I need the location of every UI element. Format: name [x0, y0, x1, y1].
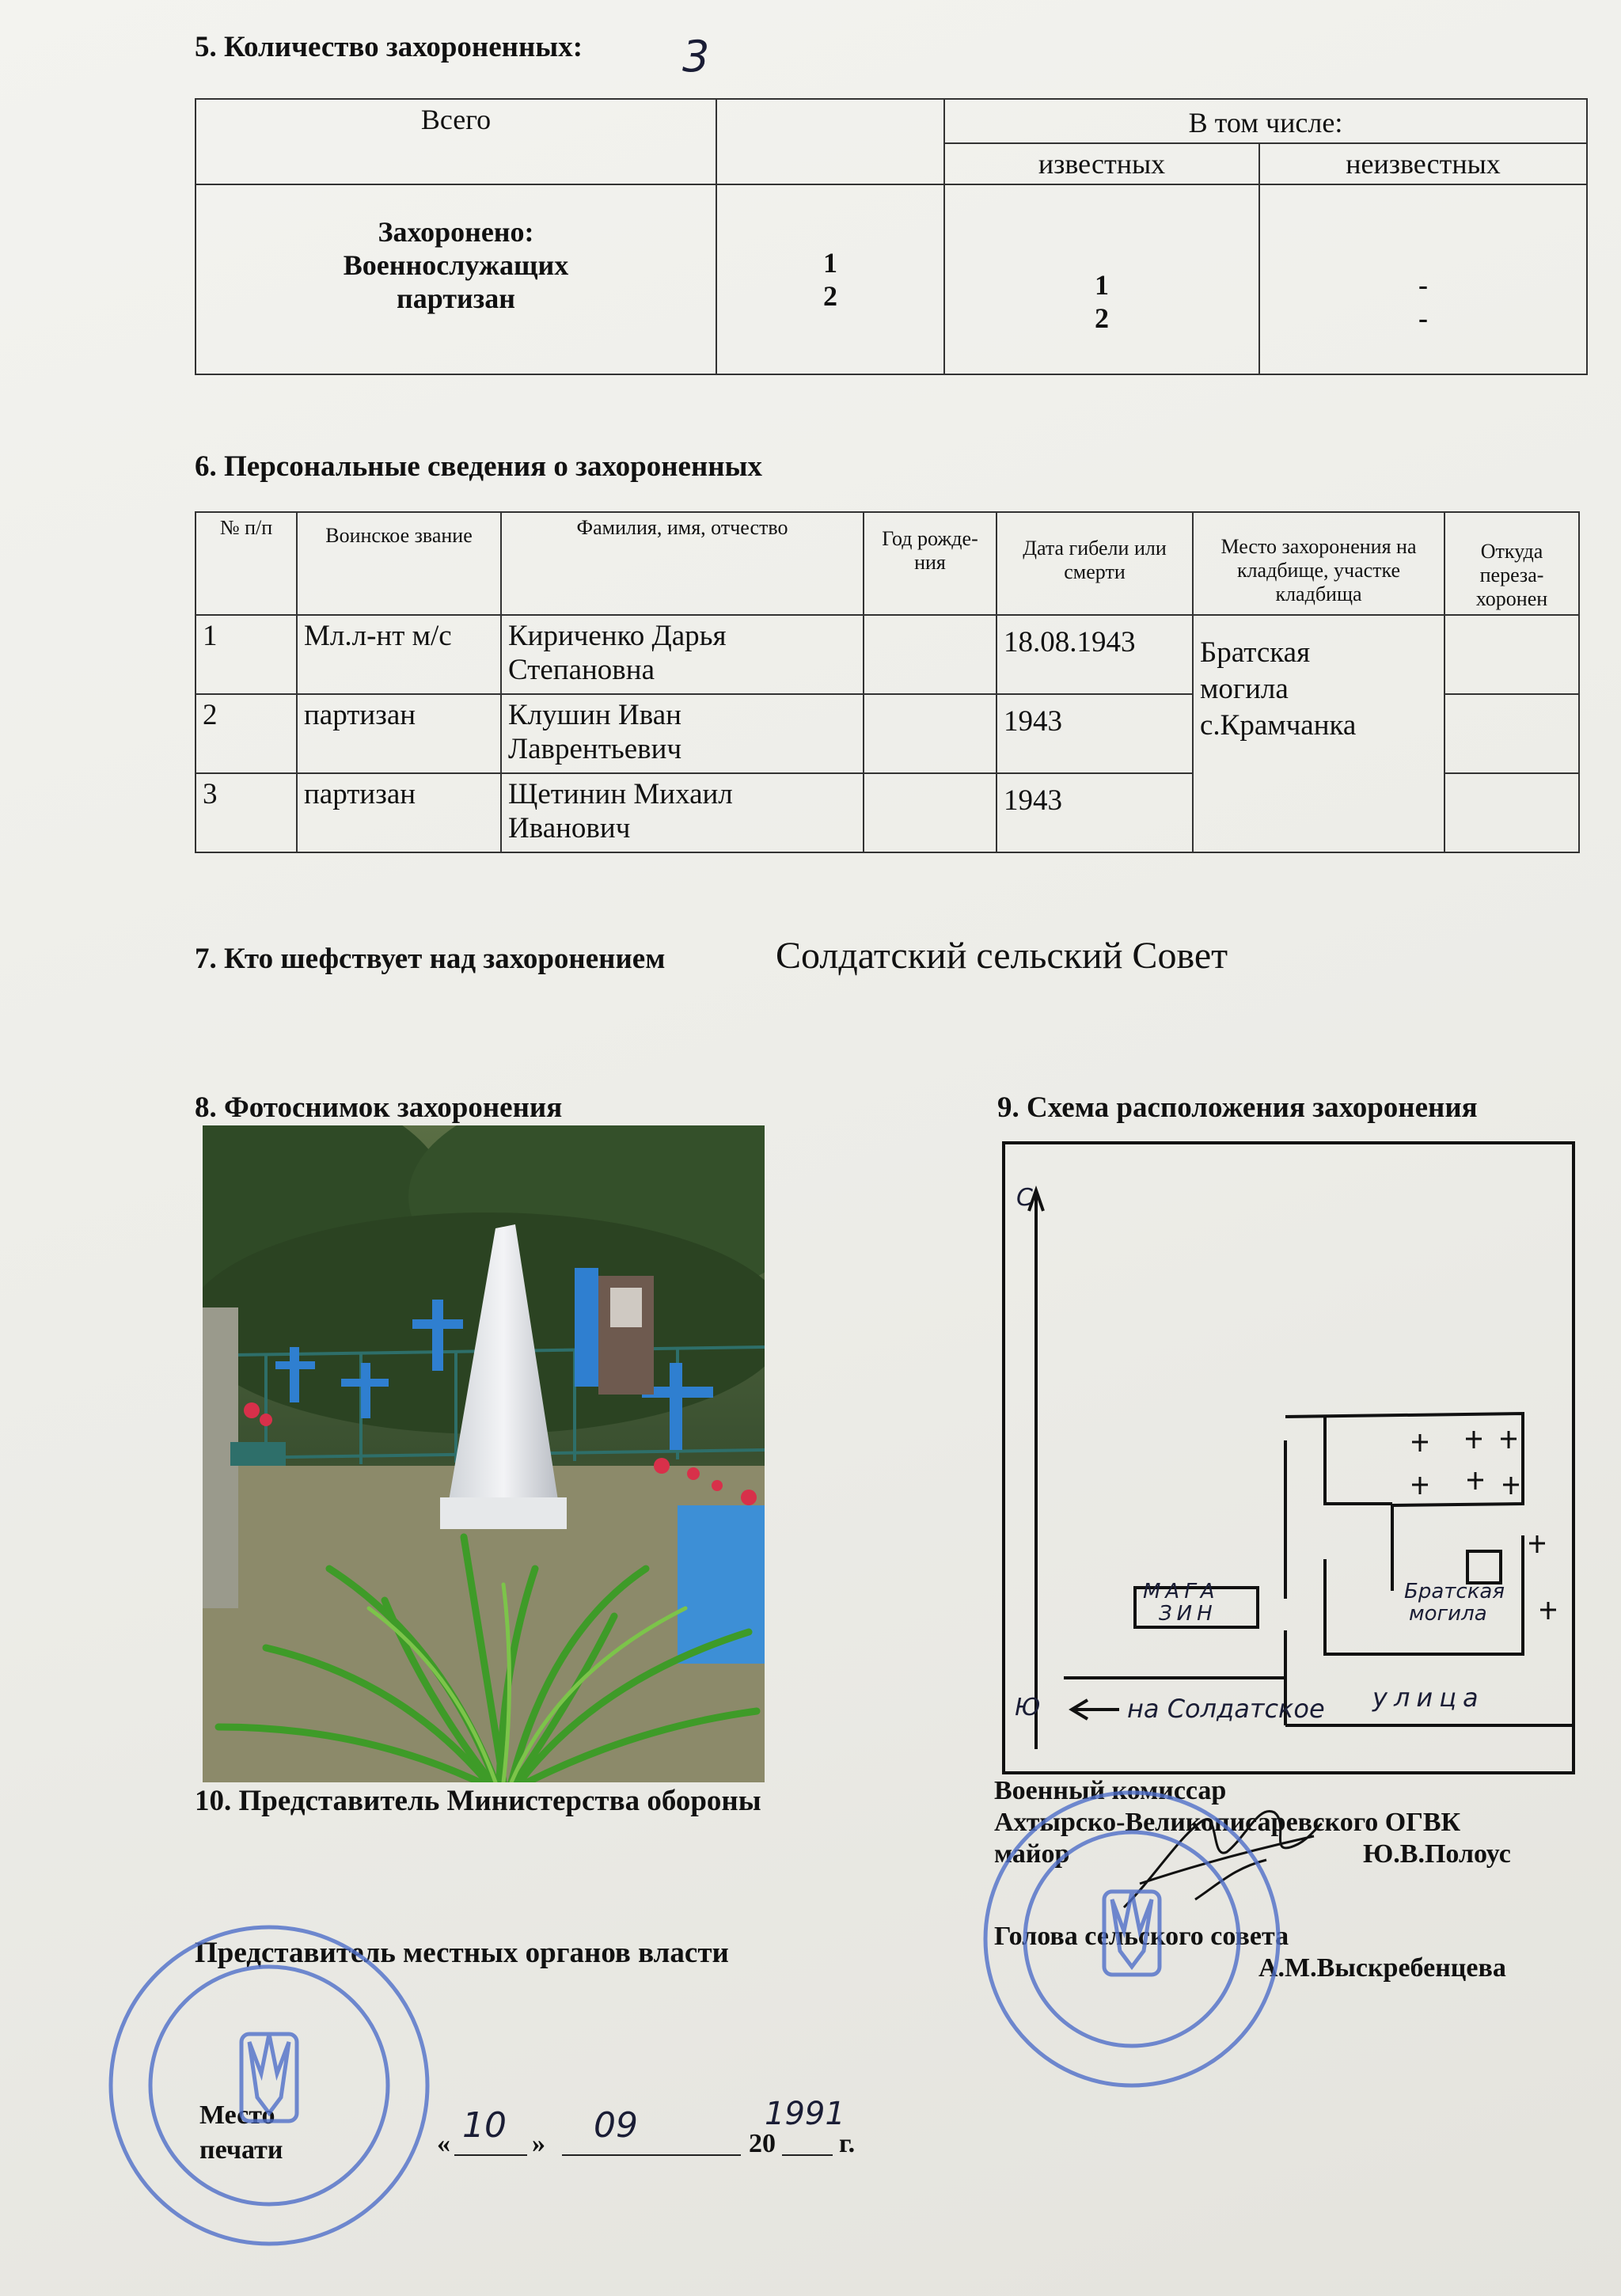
total-partisans: 2 [823, 280, 837, 312]
scheme-shop-label-1: МАГА [1143, 1580, 1220, 1603]
section8-title: 8. Фотоснимок захоронения [195, 1091, 563, 1124]
row-from [1444, 773, 1579, 852]
section10-title: 10. Представитель Министерства обороны [195, 1785, 761, 1817]
col-date: Дата гибели или смерти [997, 512, 1193, 615]
location-scheme [1000, 1140, 1577, 1779]
row-from [1444, 694, 1579, 773]
date-month: 09 [594, 2105, 638, 2146]
row-num: 3 [196, 773, 297, 852]
patron-value: Солдатский сельский Совет [776, 935, 1228, 977]
military-commissariat-stamp [974, 1781, 1290, 2097]
place-line3: с.Крамчанка [1200, 709, 1357, 742]
handwritten-total: 3 [682, 32, 710, 82]
row-name-line1: Щетинин Михаил [508, 778, 733, 810]
commissar-rank: майор [994, 1839, 1070, 1869]
scheme-south-label: Ю [1015, 1694, 1041, 1721]
col-place: Место захоронения на кладбище, участке кладбища [1193, 512, 1444, 615]
date-year-underline [782, 2154, 833, 2156]
seal-place-label-1: Место [199, 2101, 275, 2130]
row-from [1444, 615, 1579, 694]
date-suffix: г. [839, 2129, 856, 2158]
commissar-office: Ахтырско-Великописаревского ОГВК [994, 1808, 1461, 1837]
place-line1: Братская [1200, 636, 1311, 669]
col-from: Откуда переза-хоронен [1444, 512, 1579, 615]
header-known: известных [944, 143, 1259, 184]
burial-photo [203, 1125, 765, 1782]
row-name-line2: Лаврентьевич [508, 733, 682, 765]
unknown-values [1259, 184, 1587, 374]
col-rank: Воинское звание [297, 512, 501, 615]
row-rank: Мл.л-нт м/с [297, 615, 501, 694]
row-name-line1: Клушин Иван [508, 699, 681, 731]
date-year-handwritten: 1991 [765, 2096, 845, 2132]
row-born [864, 615, 997, 694]
col-born: Год рожде-ния [864, 512, 997, 615]
row-born [864, 694, 997, 773]
village-head-title: Голова сельского совета [994, 1922, 1289, 1951]
scheme-shop-label-2: ЗИН [1159, 1602, 1217, 1626]
village-council-stamp [99, 1915, 439, 2256]
scheme-grave-label-2: могила [1409, 1602, 1487, 1626]
seal-place-label-2: печати [199, 2135, 283, 2165]
row-name [501, 694, 864, 773]
section9-title: 9. Схема расположения захоронения [997, 1091, 1478, 1124]
place-line2: могила [1200, 673, 1289, 705]
date-day-underline [454, 2154, 527, 2156]
total-values [716, 184, 944, 374]
scheme-road-label: на Солдатское [1127, 1694, 1325, 1724]
header-including: В том числе: [944, 99, 1587, 143]
date-prefix: 20 [749, 2129, 776, 2158]
row-date: 1943 [997, 773, 1193, 852]
section7-title: 7. Кто шефствует над захоронением [195, 943, 666, 975]
section6-title: 6. Персональные сведения о захороненных [195, 450, 762, 483]
row-date: 1943 [997, 694, 1193, 773]
row-rank: партизан [297, 773, 501, 852]
row-place [1193, 615, 1444, 852]
date-close-quote: » [532, 2129, 545, 2158]
section5-title: 5. Количество захороненных: [195, 31, 583, 63]
date-month-underline [562, 2154, 741, 2156]
date-day: 10 [462, 2105, 507, 2146]
row-num: 2 [196, 694, 297, 773]
row-label-buried: Захоронено: [378, 216, 534, 248]
unknown-military: - [1418, 269, 1428, 301]
scheme-north-label: С [1016, 1184, 1033, 1212]
date-open-quote: « [437, 2129, 450, 2158]
total-military: 1 [823, 247, 837, 279]
col-num: № п/п [196, 512, 297, 615]
col-name: Фамилия, имя, отчество [501, 512, 864, 615]
header-unknown: неизвестных [1259, 143, 1587, 184]
known-military: 1 [1095, 269, 1109, 301]
local-rep-title: Представитель местных органов власти [195, 1937, 729, 1969]
row-name [501, 615, 864, 694]
row-name-line2: Степановна [508, 654, 655, 686]
row-name [501, 773, 864, 852]
row-num: 1 [196, 615, 297, 694]
table-row [196, 615, 1579, 694]
commissar-title: Военный комиссар [994, 1776, 1227, 1805]
personal-data-table [195, 511, 1580, 853]
row-date: 18.08.1943 [997, 615, 1193, 694]
scheme-street-label: улица [1372, 1683, 1485, 1713]
row-name-line1: Кириченко Дарья [508, 620, 727, 652]
row-label-military: Военнослужащих [343, 249, 569, 281]
village-head-name: А.М.Выскребенцева [1258, 1953, 1506, 1983]
unknown-partisans: - [1418, 302, 1428, 334]
burial-count-table [195, 98, 1588, 375]
row-label [196, 184, 716, 374]
row-rank: партизан [297, 694, 501, 773]
header-total: Всего [196, 99, 716, 184]
row-label-partisans: партизан [397, 283, 515, 314]
known-values [944, 184, 1259, 374]
known-partisans: 2 [1095, 302, 1109, 334]
commissar-name: Ю.В.Полоус [1363, 1839, 1511, 1869]
row-name-line2: Иванович [508, 812, 631, 844]
scheme-grave-label-1: Братская [1404, 1580, 1505, 1603]
row-born [864, 773, 997, 852]
